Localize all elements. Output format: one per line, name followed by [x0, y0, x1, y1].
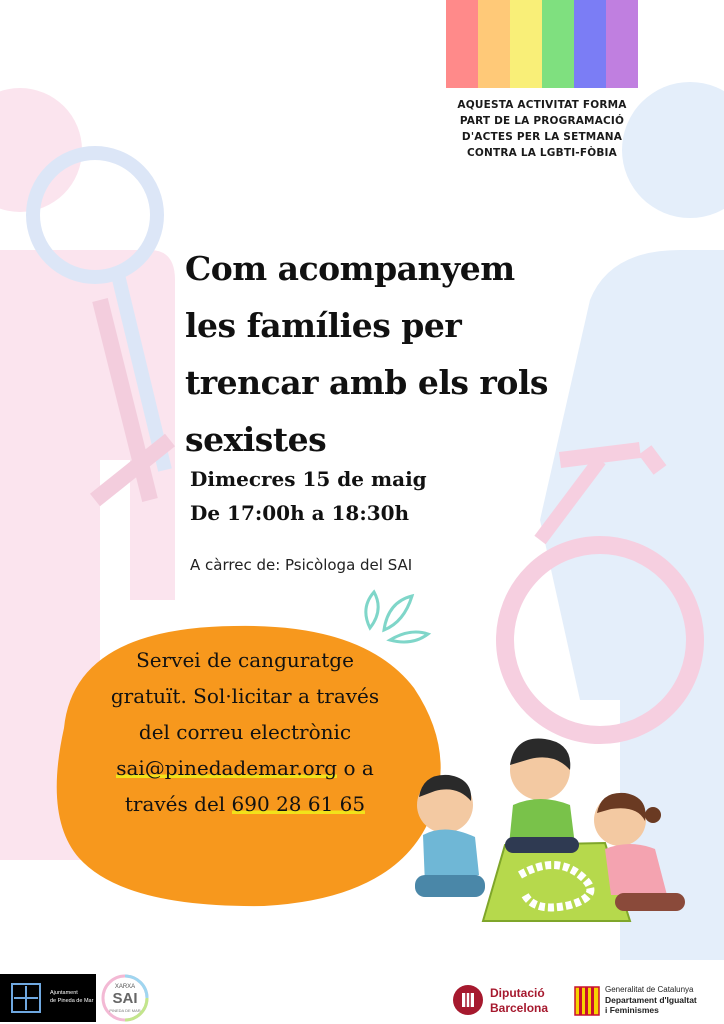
service-line: gratuït. Sol·licitar a través — [110, 684, 380, 708]
logo-ajuntament — [0, 974, 96, 1022]
generalitat-label-1: Generalitat de Catalunya — [605, 985, 694, 994]
flag-stripe-orange — [478, 0, 510, 88]
ajuntament-emblem-icon — [6, 978, 46, 1018]
event-time: De 17:00h a 18:30h — [190, 501, 410, 525]
service-phone-line — [60, 786, 430, 822]
childcare-service-text — [60, 642, 430, 822]
service-email-line — [60, 750, 430, 786]
service-email-suffix: o a — [337, 756, 374, 780]
notice-line: AQUESTA ACTIVITAT FORMA — [457, 99, 627, 111]
service-phone-prefix: través del — [124, 792, 232, 816]
flag-stripe-blue — [574, 0, 606, 88]
flag-stripe-purple — [606, 0, 638, 88]
generalitat-label-3: i Feminismes — [605, 1005, 659, 1015]
event-host: A càrrec de: Psicòloga del SAI — [190, 556, 413, 574]
notice-line: D'ACTES PER LA SETMANA — [461, 131, 623, 143]
xarxa-top-label: XARXA — [114, 984, 136, 990]
diputacio-label-2: Barcelona — [490, 1001, 549, 1015]
event-schedule — [190, 462, 427, 530]
diputacio-emblem-icon — [452, 984, 484, 1016]
service-phone-link[interactable]: 690 28 61 65 — [231, 792, 366, 816]
diputacio-label-1: Diputació — [490, 986, 545, 1000]
logo-generalitat — [574, 982, 722, 1020]
title-line: trencar amb els rols — [185, 363, 548, 402]
notice-line: CONTRA LA LGBTI-FÒBIA — [467, 147, 617, 159]
ajuntament-label-1: Ajuntament — [50, 990, 78, 996]
ajuntament-label-2: de Pineda de Mar — [50, 998, 94, 1004]
generalitat-senyera-icon — [574, 986, 600, 1016]
flag-stripe-yellow — [510, 0, 542, 88]
logo-xarxa-sai — [100, 974, 150, 1022]
service-line: Servei de canguratge — [136, 648, 354, 672]
logo-diputacio — [452, 982, 564, 1018]
service-line: del correu electrònic — [138, 720, 352, 744]
program-notice — [446, 97, 638, 161]
title-line: les famílies per — [185, 306, 462, 345]
pride-flag — [446, 0, 638, 88]
flag-stripe-red — [446, 0, 478, 88]
service-email-link[interactable]: sai@pinedademar.org — [116, 756, 338, 780]
title-line: sexistes — [185, 420, 327, 459]
generalitat-label-2: Departament d'Igualtat — [605, 995, 697, 1005]
xarxa-sub-label: PINEDA DE MAR — [109, 1008, 141, 1013]
children-boardgame-illustration — [405, 725, 705, 925]
event-date: Dimecres 15 de maig — [190, 467, 427, 491]
title-line: Com acompanyem — [185, 249, 515, 288]
event-title — [185, 240, 605, 468]
flag-stripe-green — [542, 0, 574, 88]
leaf-decoration-icon — [360, 588, 432, 648]
notice-line: PART DE LA PROGRAMACIÓ — [459, 115, 625, 127]
xarxa-main-label: SAI — [112, 990, 138, 1007]
